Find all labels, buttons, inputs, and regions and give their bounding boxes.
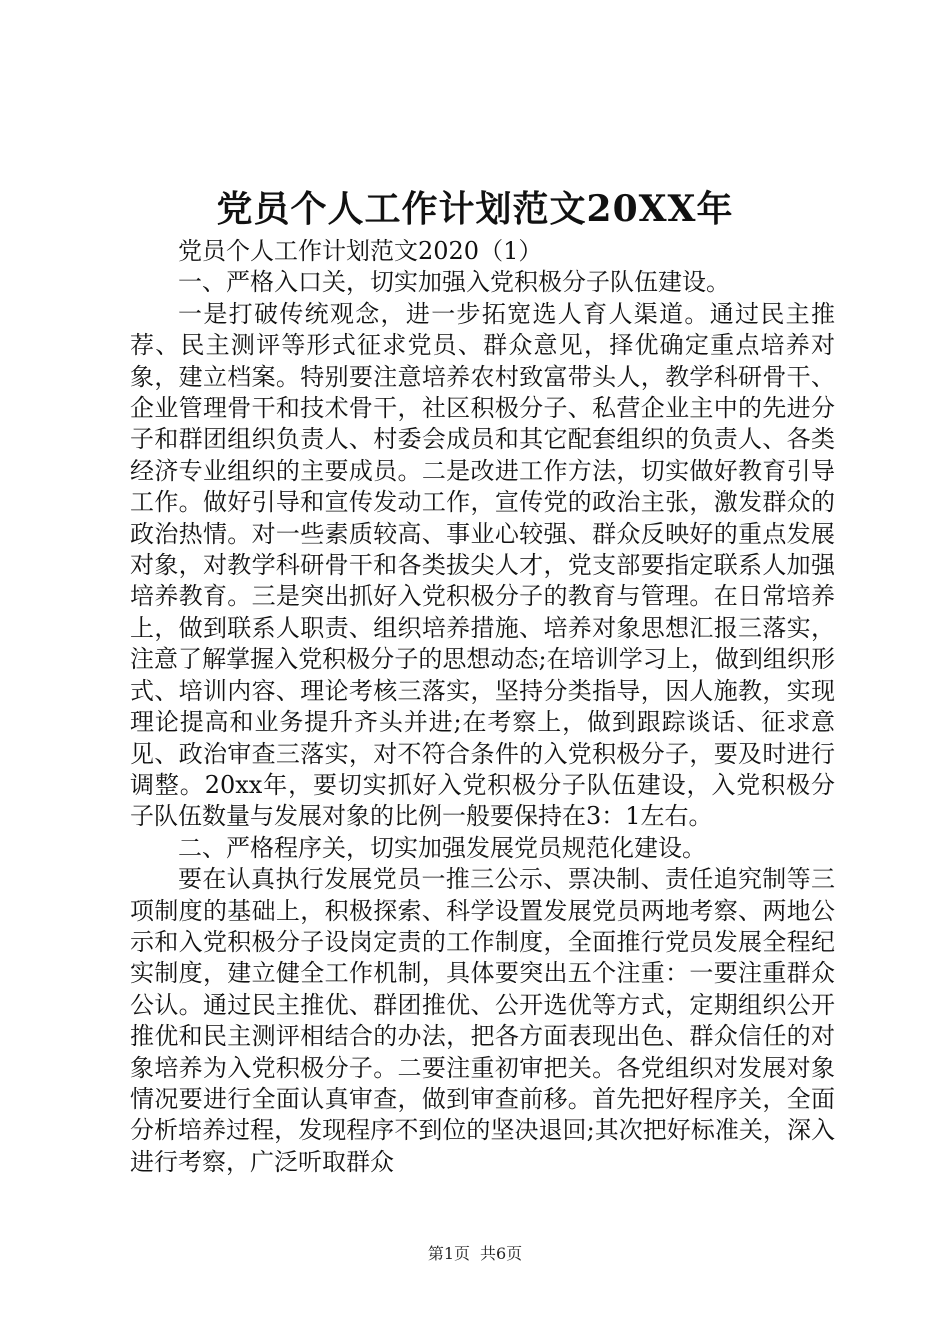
- paragraph-body-2: 要在认真执行发展党员一推三公示、票决制、责任追究制等三项制度的基础上，积极探索、科学设置发展党员两地考察、两地公示和入党积极分子设岗定责的工作制度，全面推行党员发展全程纪实制度，建立健全工作机制，具体要突出五个注重：一要注重群众公认。通过民主推优、群团推优、公开选优等方式，定期组织公开推优和民主测评相结合的办法，把各方面表现出色、群众信任的对象培养为入党积极分子。二要注重初审把关。各党组织对发展对象情况要进行全面认真审查，做到审查前移。首先把好程序关，全面分析培养过程，发现程序不到位的坚决退回;其次把好标准关，深入进行考察，广泛听取群众: [130, 865, 835, 1176]
- paragraph-subtitle: 党员个人工作计划范文2020（1）: [178, 237, 543, 265]
- page-footer: [0, 1243, 950, 1265]
- page-number: 第1页: [427, 1244, 470, 1263]
- page-total: 共6页: [480, 1244, 523, 1263]
- document-body: [130, 236, 835, 1178]
- paragraph-body-1: 一是打破传统观念，进一步拓宽选人育人渠道。通过民主推荐、民主测评等形式征求党员、群众意见，择优确定重点培养对象，建立档案。特别要注意培养农村致富带头人，教学科研骨干、企业管理骨干和技术骨干，社区积极分子、私营企业主中的先进分子和群团组织负责人、村委会成员和其它配套组织的负责人、各类经济专业组织的主要成员。二是改进工作方法，切实做好教育引导工作。做好引导和宣传发动工作，宣传党的政治主张，激发群众的政治热情。对一些素质较高、事业心较强、群众反映好的重点发展对象，对教学科研骨干和各类拔尖人才，党支部要指定联系人加强培养教育。三是突出抓好入党积极分子的教育与管理。在日常培养上，做到联系人职责、组织培养措施、培养对象思想汇报三落实，注意了解掌握入党积极分子的思想动态;在培训学习上，做到组织形式、培训内容、理论考核三落实，坚持分类指导，因人施教，实现理论提高和业务提升齐头并进;在考察上，做到跟踪谈话、征求意见、政治审查三落实，对不符合条件的入党积极分子，要及时进行调整。20xx年，要切实抓好入党积极分子队伍建设，入党积极分子队伍数量与发展对象的比例一般要保持在3：1左右。: [130, 299, 835, 831]
- paragraph-heading-1: 一、严格入口关，切实加强入党积极分子队伍建设。: [178, 268, 730, 297]
- paragraph-heading-2: 二、严格程序关，切实加强发展党员规范化建设。: [178, 833, 706, 862]
- document-title: 党员个人工作计划范文20XX年: [216, 188, 734, 230]
